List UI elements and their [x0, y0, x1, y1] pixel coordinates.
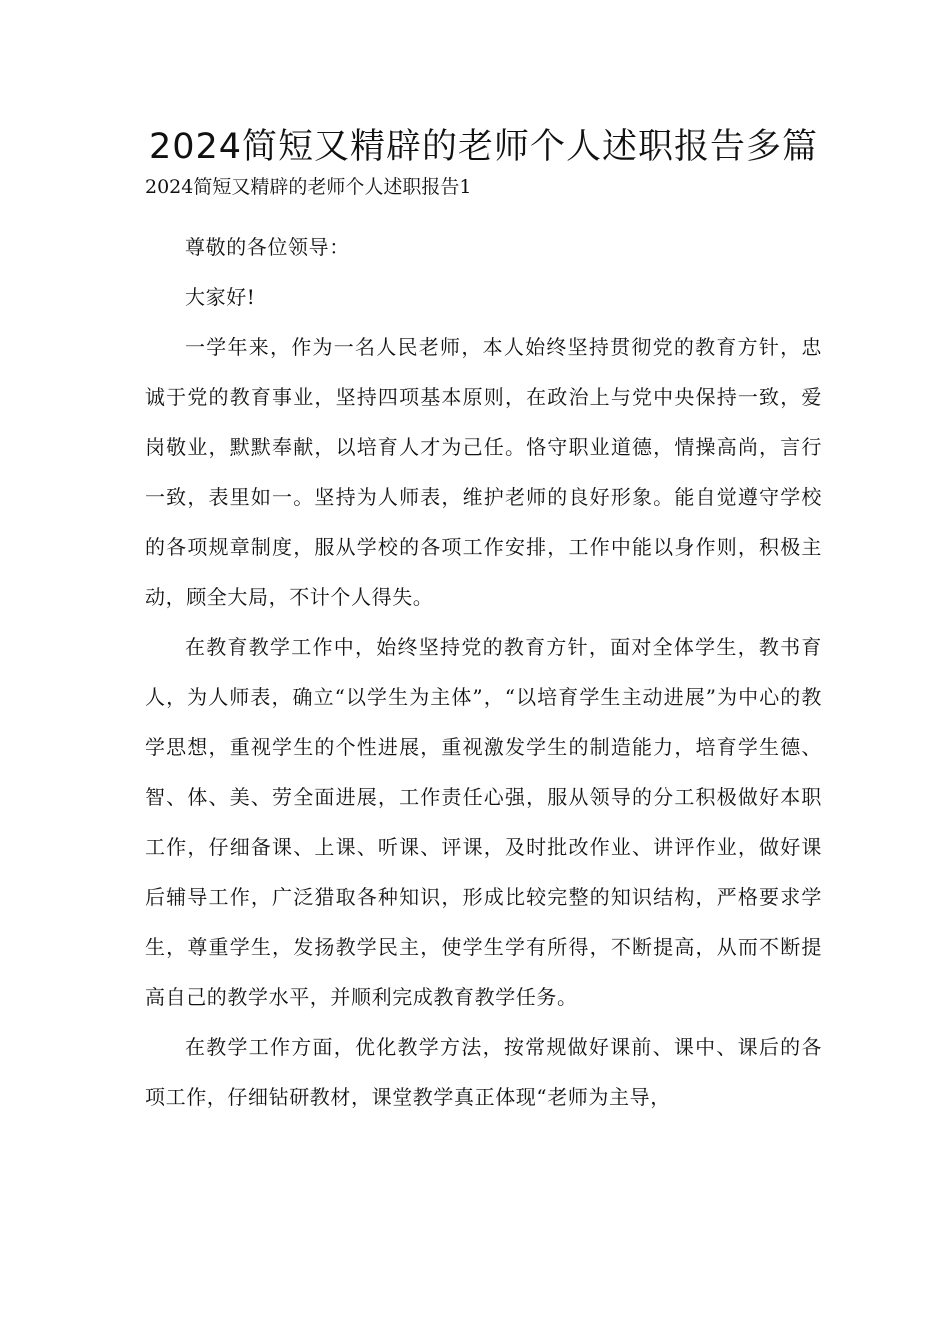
document-title: 2024简短又精辟的老师个人述职报告多篇: [148, 127, 819, 167]
body-paragraph-3: 在教学工作方面，优化教学方法，按常规做好课前、课中、课后的各项工作，仔细钻研教材，课堂教学真正体现“老师为主导，: [145, 1035, 822, 1109]
salutation-paragraph: 尊敬的各位领导：: [185, 235, 350, 259]
body-paragraph-1: 一学年来，作为一名人民老师，本人始终坚持贯彻党的教育方针，忠诚于党的教育事业，坚持四项基本原则，在政治上与党中央保持一致，爱岗敬业，默默奉献，以培育人才为己任。恪守职业道德，情操高尚，言行一致，表里如一。坚持为人师表，维护老师的良好形象。能自觉遵守学校的各项规章制度，服从学校的各项工作安排，工作中能以身作则，积极主动，顾全大局，不计个人得失。: [145, 335, 822, 609]
document-subtitle: 2024简短又精辟的老师个人述职报告1: [145, 176, 472, 198]
body-paragraph-2: 在教育教学工作中，始终坚持党的教育方针，面对全体学生，教书育人，为人师表，确立“以学生为主体”，“以培育学生主动进展”为中心的教学思想，重视学生的个性进展，重视激发学生的制造能力，培育学生德、智、体、美、劳全面进展，工作责任心强，服从领导的分工积极做好本职工作，仔细备课、上课、听课、评课，及时批改作业、讲评作业，做好课后辅导工作，广泛猎取各种知识，形成比较完整的知识结构，严格要求学生，尊重学生，发扬教学民主，使学生学有所得，不断提高，从而不断提高自己的教学水平，并顺利完成教育教学任务。: [145, 635, 822, 1009]
greeting-paragraph: 大家好!: [185, 285, 256, 309]
